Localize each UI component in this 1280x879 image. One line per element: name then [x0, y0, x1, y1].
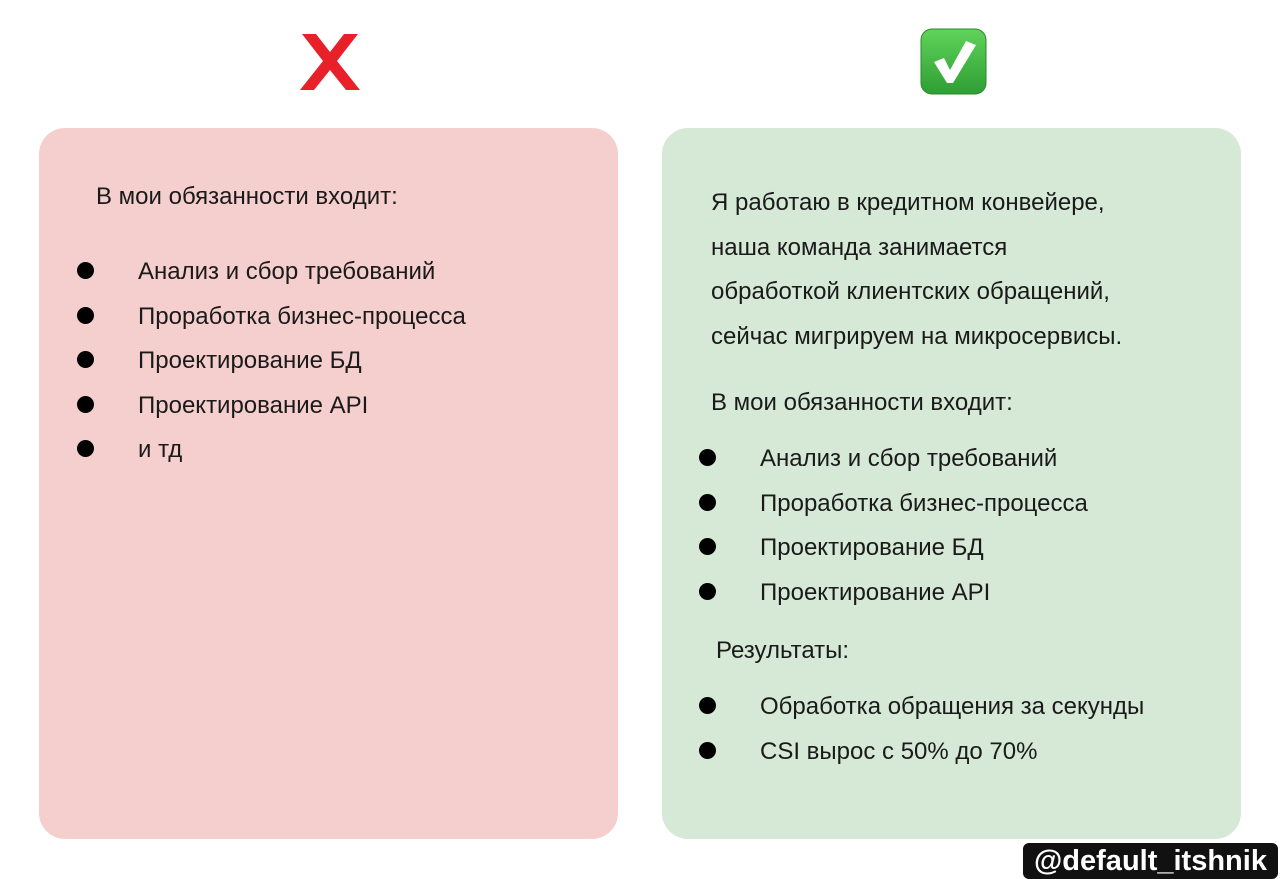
bullet-icon: [699, 494, 716, 511]
list-item-label: Проработка бизнес-процесса: [760, 489, 1088, 517]
list-item-label: Проектирование API: [138, 391, 369, 419]
list-item-label: Проработка бизнес-процесса: [138, 302, 466, 330]
intro-line: Я работаю в кредитном конвейере,: [711, 189, 1105, 216]
bullet-icon: [699, 583, 716, 600]
duties-heading: В мои обязанности входит:: [711, 389, 1013, 416]
bullet-icon: [77, 262, 94, 279]
author-watermark: @default_itshnik: [1023, 843, 1278, 879]
intro-line: наша команда занимается: [711, 233, 1008, 261]
bullet-icon: [77, 307, 94, 324]
bullet-icon: [699, 538, 716, 555]
check-mark-icon: [920, 28, 987, 95]
list-item-label: CSI вырос с 50% до 70%: [760, 737, 1038, 765]
bullet-icon: [699, 449, 716, 466]
intro-line: обработкой клиентских обращений,: [711, 278, 1110, 305]
list-item-label: Анализ и сбор требований: [138, 258, 436, 285]
list-item-label: Обработка обращения за секунды: [760, 693, 1145, 720]
intro-line: сейчас мигрируем на микросервисы.: [711, 322, 1123, 350]
bullet-icon: [77, 440, 94, 457]
bullet-icon: [77, 396, 94, 413]
good-example-card: [662, 128, 1241, 839]
bad-example-card: [39, 128, 618, 839]
list-item-label: и тд: [138, 436, 183, 463]
list-item-label: Проектирование БД: [760, 534, 984, 561]
results-heading: Результаты:: [716, 637, 850, 664]
list-item-label: Проектирование БД: [138, 347, 362, 374]
bad-card-heading: В мои обязанности входит:: [96, 183, 398, 210]
list-item-label: Проектирование API: [760, 578, 991, 606]
cross-mark-icon: [296, 30, 364, 94]
bullet-icon: [699, 742, 716, 759]
bullet-icon: [699, 697, 716, 714]
bullet-icon: [77, 351, 94, 368]
intro-paragraph: [711, 181, 1122, 359]
list-item-label: Анализ и сбор требований: [760, 445, 1058, 472]
